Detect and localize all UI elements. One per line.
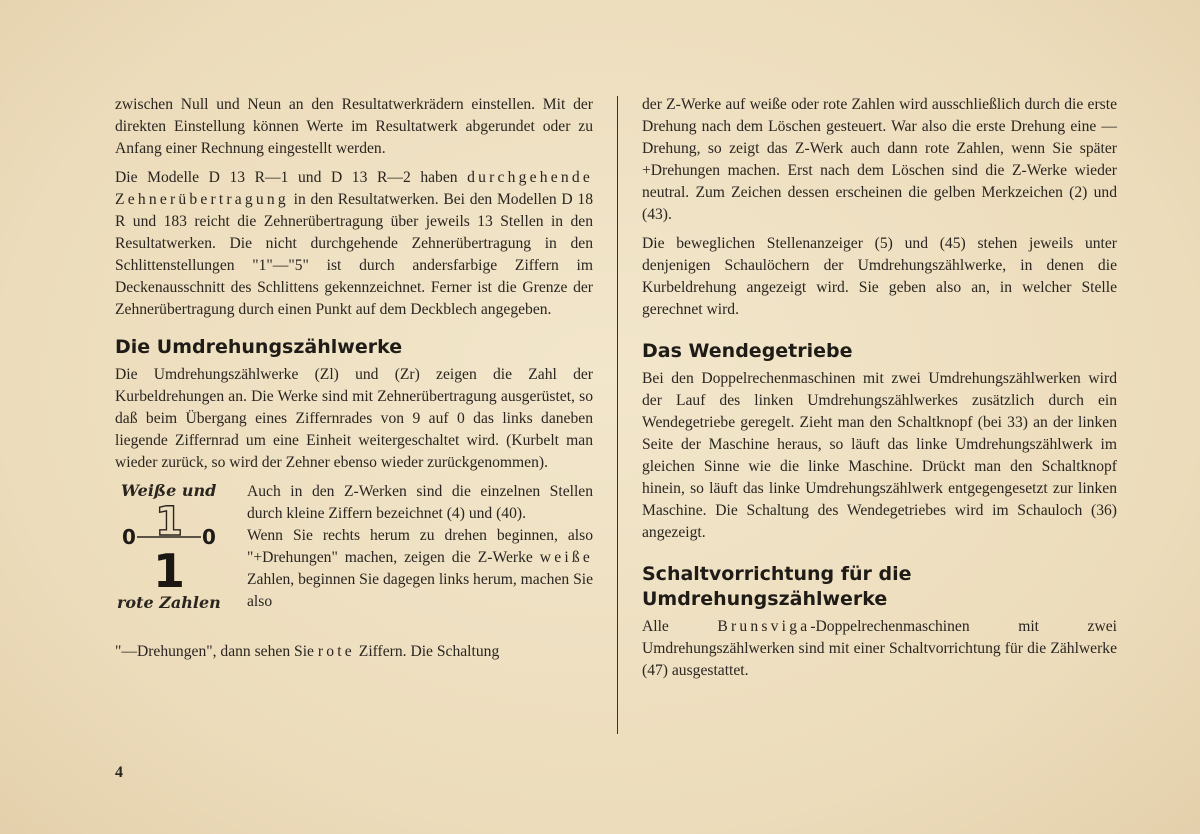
text-run: Die Modelle D 13 R—1 und D 13 R—2 haben [115,169,468,186]
paragraph: Die beweglichen Stellenanzeiger (5) und (45) stehen jeweils unter denjenigen Schaulöchern der Umdrehungszählwerke, in denen die Kurbeldrehung angezeigt wird. Sie geben also an, in welcher Stelle gerechnet wird. [642,235,1117,318]
paragraph: Die Umdrehungszählwerke (Zl) und (Zr) zeigen die Zahl der Kurbeldrehungen an. Die Werke sind mit Zehnerübertragung ausgerüstet, so daß beim Übergang eines Ziffernrades von 9 auf 0 das links daneben liegende Ziffernrad um eine Einheit weitergeschaltet wird. (Kurbelt man wieder zurück, so wird der Zehner ebenso wieder zurückgenommen). [115,366,593,471]
figure-side-text [247,481,593,613]
digit-left: 0 [122,525,136,549]
text-run: Ziffern. Die Schaltung [354,643,500,660]
section-heading: Das Wendegetriebe [642,340,853,362]
spaced-emphasis: Brunsviga [717,618,811,635]
spaced-emphasis: weiße [539,549,593,566]
paragraph [247,525,593,613]
page-number: 4 [115,764,123,781]
paragraph [115,167,593,321]
paragraph: Bei den Doppelrechenmaschinen mit zwei Umdrehungszählwerken wird der Lauf des linken Umdrehungszählwerkes zusätzlich durch ein Wendegetriebe geregelt. Zieht man den Schaltknopf (bei 33) an der linken Seite der Maschine heraus, so läuft das linke Umdrehungszählwerk im gleichen Sinne wie die linke Maschine. Drückt man den Schaltknopf hinein, so läuft das linke Umdrehungszählwerk entgegengesetzt zur linken Maschine. Die Schaltung des Wendegetriebes wird im Schauloch (36) angezeigt. [642,370,1117,541]
spaced-emphasis: rote [317,643,355,660]
digit-red-solid: 1 [152,544,186,593]
paragraph [642,616,1117,682]
text-run: -Doppelrechenmaschinen mit zwei Umdrehungszählwerken sind mit einer Schaltvorrichtung für die Zählwerke (47) ausgestattet. [642,618,1117,679]
text-run: Wenn Sie rechts herum zu drehen beginnen, also "+Drehungen" machen, zeigen die Z-Werke [247,527,593,566]
column-divider [617,96,618,734]
paragraph: Auch in den Z-Werken sind die einzelnen Stellen durch kleine Ziffern bezeichnet (4) und (40). [247,483,593,522]
figure-bottom-label: rote Zahlen [117,593,221,612]
right-column [642,94,1117,689]
section-heading: Schaltvorrichtung für die Umdrehungszählwerke [642,563,912,610]
paragraph: der Z-Werke auf weiße oder rote Zahlen wird ausschließlich durch die erste Drehung nach dem Löschen gesteuert. War also die erste Drehung eine —Drehung, so zeigt das Z-Werk auch dann rote Zahlen, wenn Sie später +Drehungen machen. Erst nach dem Löschen sind die Z-Werke wieder neutral. Zum Zeichen dessen erscheinen die gelben Merkzeichen (2) und (43). [642,96,1117,223]
text-run: "—Drehungen", dann sehen Sie [115,643,318,660]
text-run: in den Resultatwerken. Bei den Modellen D 18 R und 183 reicht die Zehnerübertragung über jeweils 13 Stellen in den Resultatwerken. Die nicht durchgehende Zehnerübertragung in den Schlittenstellungen "1"—"5" ist durch andersfarbige Ziffern im Deckenausschnitt des Schlittens gekennzeichnet. Ferner ist die Grenze der Zehnerübertragung durch einen Punkt auf dem Deckblech angegeben. [115,191,593,318]
counter-figure [115,481,241,641]
figure-row [115,481,593,641]
text-run: Zahlen, beginnen Sie dagegen links herum, machen Sie also [247,571,593,610]
spaced-emphasis: durchgehende Zehnerübertragung [115,169,593,208]
digit-white-outline: 1 [155,501,183,545]
paragraph [115,641,593,663]
counter-digit-illustration [115,501,225,593]
digit-right: 0 [202,525,216,549]
left-column [115,94,593,670]
figure-top-label: Weiße und [121,481,217,500]
paragraph: zwischen Null und Neun an den Resultatwerkrädern einstellen. Mit der direkten Einstellung können Werte im Resultatwerk abgerundet oder zu Anfang einer Rechnung eingestellt werden. [115,96,593,157]
section-heading: Die Umdrehungszählwerke [115,336,403,358]
text-run: Alle [642,618,718,635]
